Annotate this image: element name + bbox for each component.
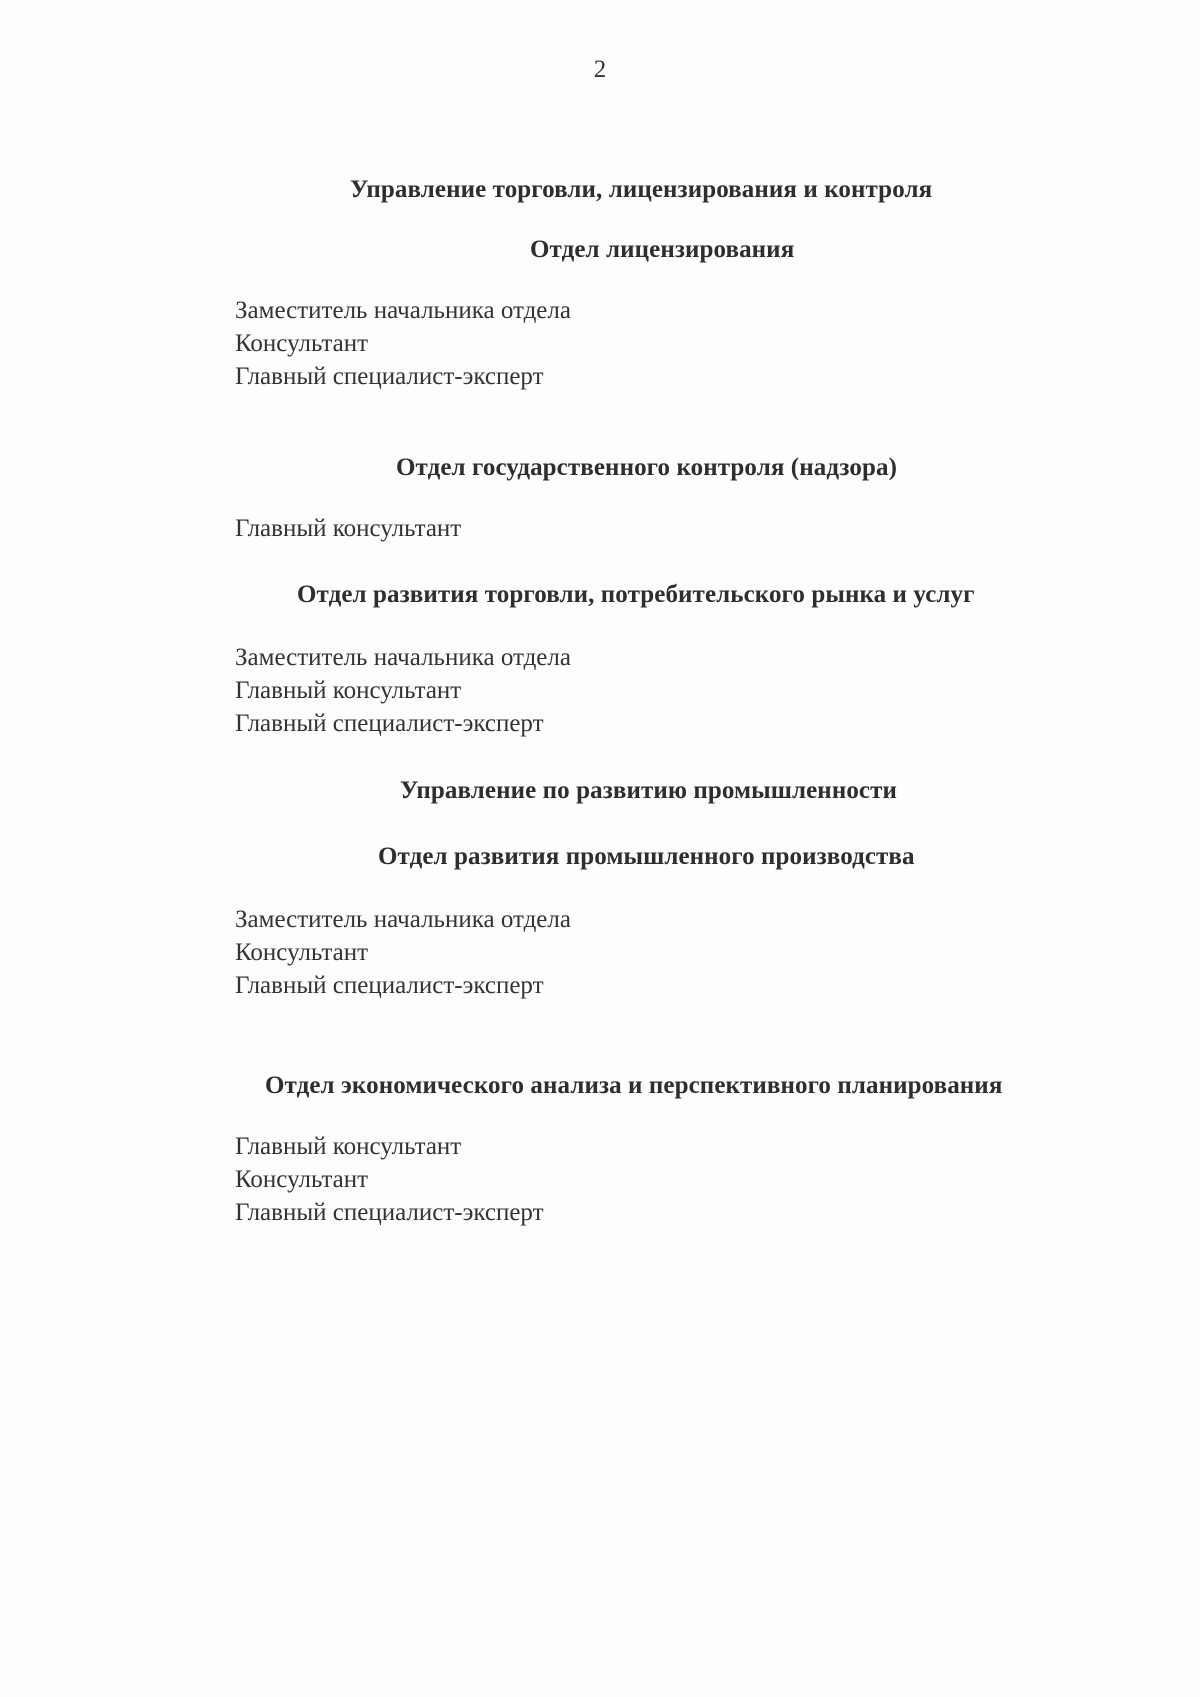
- licensing-position-1: Заместитель начальника отдела: [235, 297, 571, 324]
- trade-development-position-2: Главный консультант: [235, 677, 462, 704]
- economic-analysis-position-3: Главный специалист-эксперт: [235, 1199, 544, 1226]
- state-control-section-title: Отдел государственного контроля (надзора): [396, 454, 897, 481]
- industrial-production-position-3: Главный специалист-эксперт: [235, 972, 544, 999]
- page-number: 2: [593, 56, 607, 83]
- state-control-position-1: Главный консультант: [235, 515, 462, 542]
- licensing-position-2: Консультант: [235, 330, 369, 357]
- industrial-production-position-1: Заместитель начальника отдела: [235, 906, 571, 933]
- trade-development-position-1: Заместитель начальника отдела: [235, 644, 571, 671]
- department-industry-title: Управление по развитию промышленности: [400, 777, 897, 804]
- department-trade-title: Управление торговли, лицензирования и контроля: [350, 176, 933, 203]
- trade-development-section-title: Отдел развития торговли, потребительского рынка и услуг: [297, 581, 975, 608]
- economic-analysis-section-title: Отдел экономического анализа и перспективного планирования: [265, 1072, 1003, 1099]
- licensing-section-title: Отдел лицензирования: [530, 236, 795, 263]
- industrial-production-section-title: Отдел развития промышленного производства: [378, 843, 915, 870]
- trade-development-position-3: Главный специалист-эксперт: [235, 710, 544, 737]
- economic-analysis-position-2: Консультант: [235, 1166, 369, 1193]
- economic-analysis-position-1: Главный консультант: [235, 1133, 462, 1160]
- licensing-position-3: Главный специалист-эксперт: [235, 363, 544, 390]
- industrial-production-position-2: Консультант: [235, 939, 369, 966]
